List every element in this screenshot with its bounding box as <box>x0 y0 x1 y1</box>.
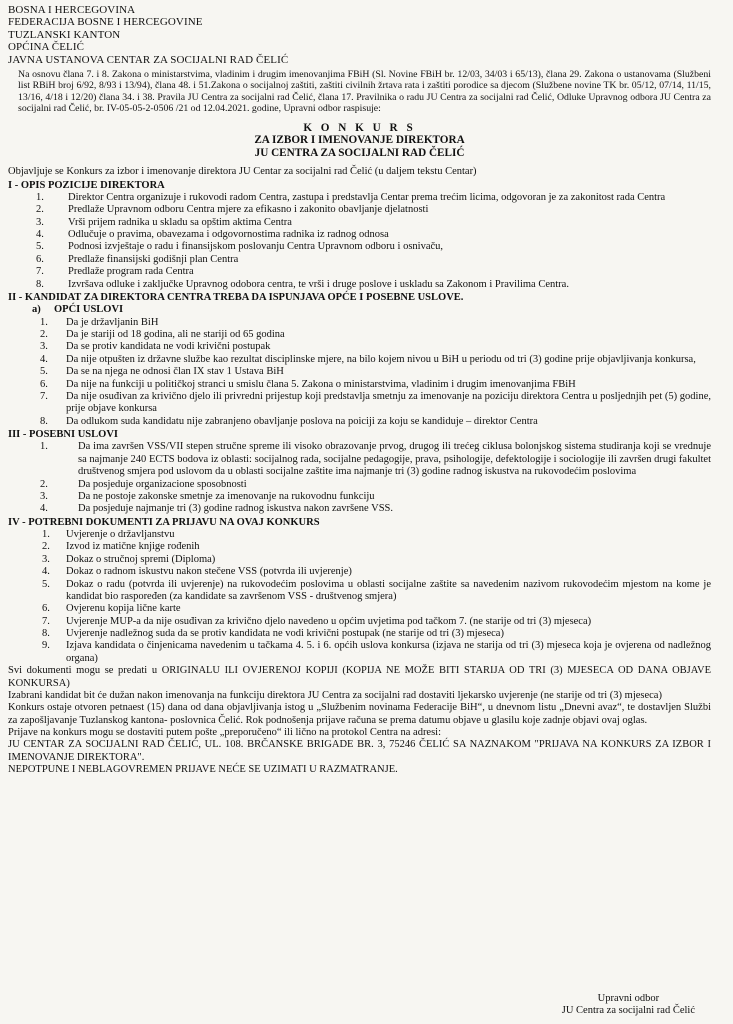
item-text: Uvjerenje MUP-a da nije osuđivan za krivično djelo navedeno u općim uvjetima pod tačkom 7. (ne starije od tri (3) mjeseca) <box>66 615 592 627</box>
incomplete-applications-note: NEPOTPUNE I NEBLAGOVREMEN PRIJAVE NEĆE SE UZIMATI U RAZMATRANJE. <box>8 764 398 776</box>
item-text: Uvjerenje nadležnog suda da se protiv kandidata ne vodi krivični postupak (ne starije od tri (3) mjeseca) <box>66 628 504 640</box>
list-item <box>8 241 711 253</box>
item-text: Predlaže Upravnom odboru Centra mjere za efikasno i zakonito obavljanje djelatnosti <box>68 204 429 216</box>
title-line-2: ZA IZBOR I IMENOVANJE DIREKTORA <box>254 134 465 147</box>
item-text: Izvod iz matične knjige rođenih <box>66 541 200 553</box>
list-item <box>8 329 711 341</box>
item-text: Da nije na funkciji u političkoj stranci u smislu člana 5. Zakona o ministarstvima, vladinim i drugim imenovanjima FBiH <box>66 378 576 390</box>
signature-line-1: Upravni odbor <box>597 992 660 1004</box>
list-item <box>8 416 711 428</box>
list-item <box>8 279 711 291</box>
list-item <box>8 541 711 553</box>
item-number: 6. <box>40 378 48 390</box>
list-item <box>8 317 711 329</box>
deadline-note: Konkurs ostaje otvoren petnaest (15) dana od dana objavljivanja istog u „Službenim novinama Federacije BiH“, u dnevnom listu „Dnevni avaz“, te dostavljen Službi za zapošljavanje Tuzlanskog kantona- poslovnica Čelić. Rok podnošenja prijave računa se prema datumu objave u glasilu koje zadnje objavi ovaj oglas. <box>8 702 711 726</box>
item-text: Da se protiv kandidata ne vodi krivični postupak <box>66 341 271 353</box>
list-item <box>8 479 711 491</box>
item-number: 9. <box>42 640 50 652</box>
submission-address: JU CENTAR ZA SOCIJALNI RAD ČELIĆ, UL. 108. BRČANSKE BRIGADE BR. 3, 75246 ČELIĆ SA NAZNAKOM "PRIJAVA NA KONKURS ZA IZBOR I IMENOVANJE DIREKTORA". <box>8 739 711 763</box>
medical-certificate-note: Izabrani kandidat bit će dužan nakon imenovanja na funkciju direktora JU Centra za socijalni rad dostaviti ljekarsko uvjerenje (ne starije od tri (3) mjeseca) <box>8 689 662 701</box>
item-number: 7. <box>42 615 50 627</box>
letterhead-line: TUZLANSKI KANTON <box>8 28 121 41</box>
item-text: Da odlukom suda kandidatu nije zabranjeno obavljanje poslova na poiciji za koju se kandiduje – direktor Centra <box>66 415 538 427</box>
item-text: Da ne postoje zakonske smetnje za imenovanje na rukovodnu funkciju <box>78 490 375 502</box>
list-item <box>8 254 711 266</box>
item-text: Da posjeduje organizacione sposobnosti <box>78 478 247 490</box>
item-number: 4. <box>40 503 48 515</box>
item-number: 3. <box>40 341 48 353</box>
section-2-list <box>8 317 711 428</box>
list-item <box>8 341 711 353</box>
list-item <box>8 379 711 391</box>
item-number: 5. <box>42 578 50 590</box>
title-konkurs: K O N K U R S <box>303 121 416 134</box>
item-text: Dokaz o radnom iskustvu nakon stečene VSS (potvrda ili uvjerenje) <box>66 566 352 578</box>
item-number: 3. <box>42 553 50 565</box>
item-number: 4. <box>42 566 50 578</box>
item-number: 1. <box>40 441 48 453</box>
item-text: Da se na njega ne odnosi član IX stav 1 Ustava BiH <box>66 366 284 378</box>
letterhead-line: OPĆINA ČELIĆ <box>8 41 85 54</box>
item-number: 1. <box>40 316 48 328</box>
item-number: 7. <box>36 266 44 278</box>
item-text: Vrši prijem radnika u skladu sa opštim aktima Centra <box>68 216 292 228</box>
item-number: 1. <box>42 529 50 541</box>
item-text: Da je stariji od 18 godina, ali ne stariji od 65 godina <box>66 329 285 341</box>
list-item <box>8 217 711 229</box>
item-number: 6. <box>42 603 50 615</box>
section-2-heading: II - KANDIDAT ZA DIREKTORA CENTRA TREBA DA ISPUNJAVA OPĆE I POSEBNE USLOVE. <box>8 291 464 303</box>
item-number: 6. <box>36 253 44 265</box>
list-item <box>8 616 711 628</box>
item-number: 2. <box>40 329 48 341</box>
item-text: Da ima završen VSS/VII stepen stručne spreme ili visoko obrazovanje prvog, drugog ili trećeg ciklusa bolonjskog sistema studiranja koji se vrednuje sa najmanje 240 ECTS bodova iz oblasti: socijalnog rada, socijalne pedagogije, prava, psihologije, defektologije i sociologije ili završen drugi fakultet društvenog smjera pod uslovom da u oblasti socijalne zaštite ima najmanje tri (3) godine radnog iskustva na rukovodećim poslovima <box>78 441 711 478</box>
list-item <box>8 204 711 216</box>
signature-line-2: JU Centra za socijalni rad Čelić <box>561 1005 695 1017</box>
item-text: Da nije osuđivan za krivično djelo ili privredni prijestup koji predstavlja smetnju za imenovanje na poziciju direktora Centra u posljednjih pet (5) godine, prije objave konkursa <box>66 390 711 415</box>
item-text: Odlučuje o pravima, obavezama i odgovornostima radnika iz radnog odnosa <box>68 229 389 241</box>
item-number: 1. <box>36 191 44 203</box>
item-text: Dokaz o radu (potvrda ili uvjerenje) na rukovodećim poslovima u oblasti socijalne zaštite sa navedenim nazivom rukovodećim mjestom na kome je kandidat bio raspoređen (za kandidate sa završenom VSS - društvenog smjera) <box>66 578 711 602</box>
list-item <box>8 529 711 541</box>
item-text: Predlaže finansijski godišnji plan Centra <box>68 253 239 265</box>
item-text: Da posjeduje najmanje tri (3) godine radnog iskustva nakon završene VSS. <box>78 503 394 515</box>
list-item <box>8 554 711 566</box>
list-item <box>8 354 711 366</box>
list-item <box>8 229 711 241</box>
list-item <box>8 266 711 278</box>
item-text: Ovjerenu kopija lične karte <box>66 603 181 615</box>
list-item <box>8 566 711 578</box>
item-text: Da nije otpušten iz državne službe kao rezultat disciplinske mjere, na bilo kojem nivou u BiH u periodu od tri (3) godine prije objavljivanja konkursa, <box>66 353 696 365</box>
list-item <box>8 603 711 615</box>
letterhead-line: FEDERACIJA BOSNE I HERCEGOVINE <box>8 16 203 29</box>
item-number: 2. <box>36 204 44 216</box>
item-number: 2. <box>40 478 48 490</box>
item-number: 8. <box>36 278 44 290</box>
title-line-3: JU CENTRA ZA SOCIJALNI RAD ČELIĆ <box>254 147 465 160</box>
item-number: 8. <box>42 628 50 640</box>
item-text: Izjava kandidata o činjenicama navedenim u tačkama 4. 5. i 6. općih uslova konkursa (izjava ne starija od tri (3) mjeseca koja je ovjerena od nadležnog organa) <box>66 640 711 664</box>
section-1-list <box>8 192 711 291</box>
item-text: Podnosi izvještaje o radu i finansijskom poslovanju Centra Upravnom odboru i osnivaču, <box>68 241 444 253</box>
documents-note: Svi dokumenti mogu se predati u ORIGINALU ILI OVJERENOJ KOPIJI (KOPIJA NE MOŽE BITI STARIJA OD TRI (3) MJESECA OD DANA OBJAVE KONKURSA) <box>8 665 711 689</box>
list-item <box>8 640 711 665</box>
list-item <box>8 579 711 604</box>
item-text: Dokaz o stručnoj spremi (Diploma) <box>66 553 216 565</box>
item-number: 3. <box>36 216 44 228</box>
item-number: 4. <box>36 229 44 241</box>
list-item <box>8 441 711 478</box>
list-item <box>8 366 711 378</box>
signature-block <box>562 993 695 1018</box>
submission-note: Prijave na konkurs mogu se dostaviti putem pošte „preporučeno“ ili lično na protokol Centra na adresi: <box>8 727 442 739</box>
item-number: 3. <box>40 490 48 502</box>
section-3-heading: III - POSEBNI USLOVI <box>8 429 118 441</box>
item-text: Predlaže program rada Centra <box>68 266 194 278</box>
item-number: 5. <box>40 366 48 378</box>
intro-paragraph: Objavljuje se Konkurs za izbor i imenovanje direktora JU Centar za socijalni rad Čelić (u daljem tekstu Centar) <box>8 166 477 178</box>
section-1-heading: I - OPIS POZICIJE DIREKTORA <box>8 179 165 191</box>
list-item <box>8 491 711 503</box>
list-item <box>8 503 711 515</box>
item-number: 5. <box>36 241 44 253</box>
legal-preamble: Na osnovu člana 7. i 8. Zakona o ministarstvima, vladinim i drugim imenovanjima FBiH (Sl. Novine FBiH br. 12/03, 34/03 i 65/13), člana 29. Zakona o ustanovama (Službeni list RBiH broj 6/92, 8/93 i 13/94), člana 48. i 51.Zakona o socijalnoj zaštiti, zaštiti civilnih žrtava rata i zaštiti porodice sa djecom (Službene novine TK br. 05/12, 07/14, 11/15, 13/16, 4/18 i 12/20) člana 34. i 38. Pravila JU Centra za socijalni rad Čelić, člana 17. Pravilnika o radu JU Centra za socijalni rad Čelić, Odluke Upravnog odbora JU Centra za socijalni rad Čelić, br. IV-05-05-2-0506 /21 od 12.04.2021. godine, Upravni odbor raspisuje: <box>18 69 711 115</box>
subheading-letter: a) <box>32 304 41 316</box>
item-text: Direktor Centra organizuje i rukovodi radom Centra, zastupa i predstavlja Centar prema trećim licima, odgovoran je za zakonitost rada Centra <box>68 191 666 203</box>
item-text: Izvršava odluke i zaključke Upravnog odobora centra, te vrši i druge poslove i uskladu sa Zakonom i Pravilima Centra. <box>68 278 569 290</box>
general-conditions-subheading <box>32 304 711 316</box>
letterhead <box>8 4 711 66</box>
item-number: 2. <box>42 541 50 553</box>
section-3-list <box>8 441 711 515</box>
subheading-label: OPĆI USLOVI <box>54 304 124 316</box>
list-item <box>8 628 711 640</box>
document-title <box>8 122 711 161</box>
list-item <box>8 192 711 204</box>
letterhead-line: JAVNA USTANOVA CENTAR ZA SOCIJALNI RAD ČELIĆ <box>8 53 289 66</box>
section-4-list <box>8 529 711 665</box>
item-number: 4. <box>40 353 48 365</box>
letterhead-line: BOSNA I HERCEGOVINA <box>8 4 136 16</box>
section-4-heading: IV - POTREBNI DOKUMENTI ZA PRIJAVU NA OVAJ KONKURS <box>8 516 320 528</box>
item-number: 8. <box>40 415 48 427</box>
item-text: Da je državljanin BiH <box>66 316 159 328</box>
item-text: Uvjerenje o državljanstvu <box>66 529 175 541</box>
item-number: 7. <box>40 390 48 402</box>
list-item <box>8 391 711 416</box>
closing-text <box>8 665 711 776</box>
